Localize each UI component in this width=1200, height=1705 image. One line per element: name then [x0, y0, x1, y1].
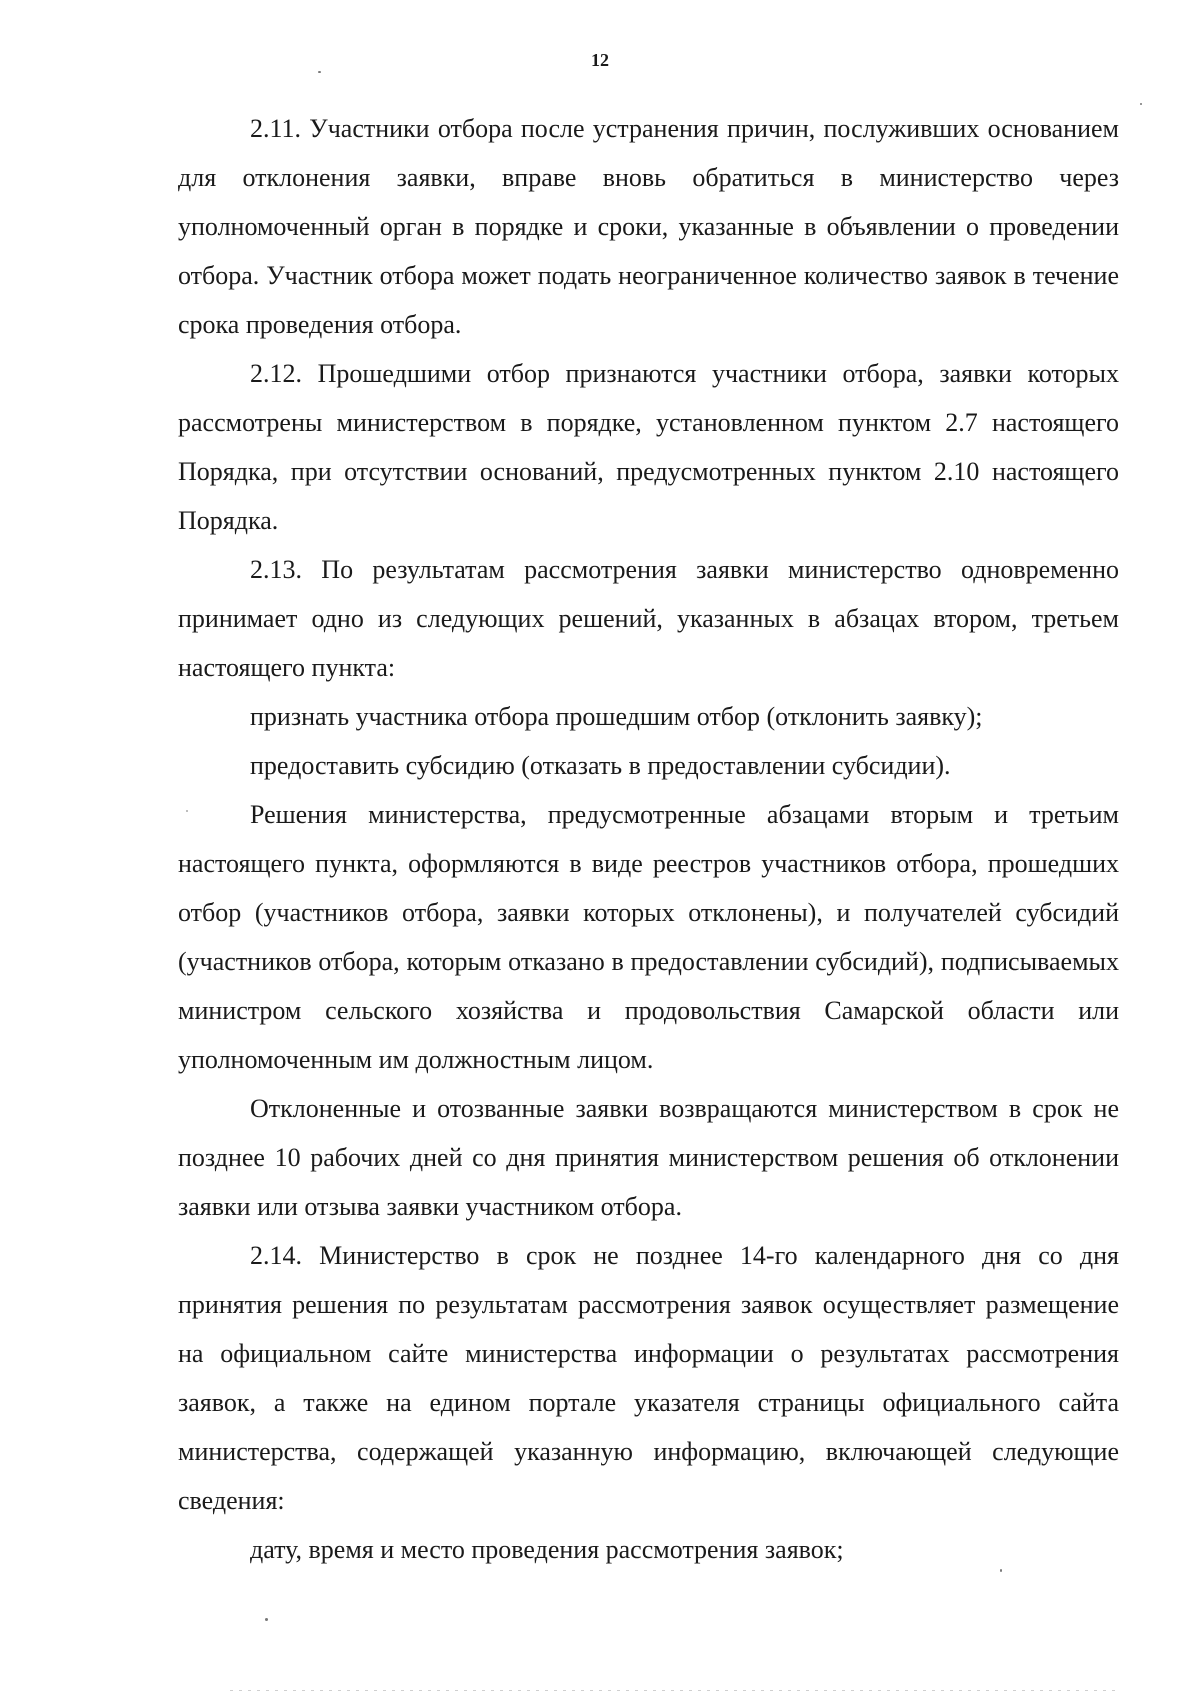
document-body — [178, 104, 1119, 1574]
scan-speck — [1000, 1569, 1002, 1572]
scan-edge-noise — [230, 1690, 1120, 1691]
paragraph-2-12: 2.12. Прошедшими отбор признаются участники отбора, заявки которых рассмотрены министерством в порядке, установленном пунктом 2.7 настоящего Порядка, при отсутствии оснований, предусмотренных пунктом 2.10 настоящего Порядка. — [178, 359, 1119, 535]
paragraph-2-13: 2.13. По результатам рассмотрения заявки министерство одновременно принимает одно из следующих решений, указанных в абзацах втором, третьем настоящего пункта: — [178, 555, 1119, 682]
paragraph-2-11: 2.11. Участники отбора после устранения причин, послуживших основанием для отклонения заявки, вправе вновь обратиться в министерство через уполномоченный орган в порядке и сроки, указанные в объявлении о проведении отбора. Участник отбора может подать неограниченное количество заявок в течение срока проведения отбора. — [178, 114, 1119, 339]
list-item-date-time-place: дату, время и место проведения рассмотрения заявок; — [250, 1535, 844, 1564]
scan-speck — [318, 71, 321, 73]
scan-speck — [186, 810, 188, 812]
page-number: 12 — [591, 50, 609, 70]
paragraph-2-14: 2.14. Министерство в срок не позднее 14-го календарного дня со дня принятия решения по результатам рассмотрения заявок осуществляет размещение на официальном сайте министерства информации о результатах рассмотрения заявок, а также на едином портале указателя страницы официального сайта министерства, содержащей указанную информацию, включающей следующие сведения: — [178, 1241, 1119, 1515]
paragraph-decisions-registry: Решения министерства, предусмотренные абзацами вторым и третьим настоящего пункта, оформляются в виде реестров участников отбора, прошедших отбор (участников отбора, заявки которых отклонены), и получателей субсидий (участников отбора, которым отказано в предоставлении субсидий), подписываемых министром сельского хозяйства и продовольствия Самарской области или уполномоченным им должностным лицом. — [178, 800, 1119, 1074]
decision-option-2: предоставить субсидию (отказать в предоставлении субсидии). — [250, 751, 951, 780]
decision-option-1: признать участника отбора прошедшим отбор (отклонить заявку); — [250, 702, 983, 731]
paragraph-rejected-applications: Отклоненные и отозванные заявки возвращаются министерством в срок не позднее 10 рабочих дней со дня принятия министерством решения об отклонении заявки или отзыва заявки участником отбора. — [178, 1094, 1119, 1221]
scan-speck — [1140, 103, 1142, 105]
scan-speck — [265, 1618, 268, 1621]
